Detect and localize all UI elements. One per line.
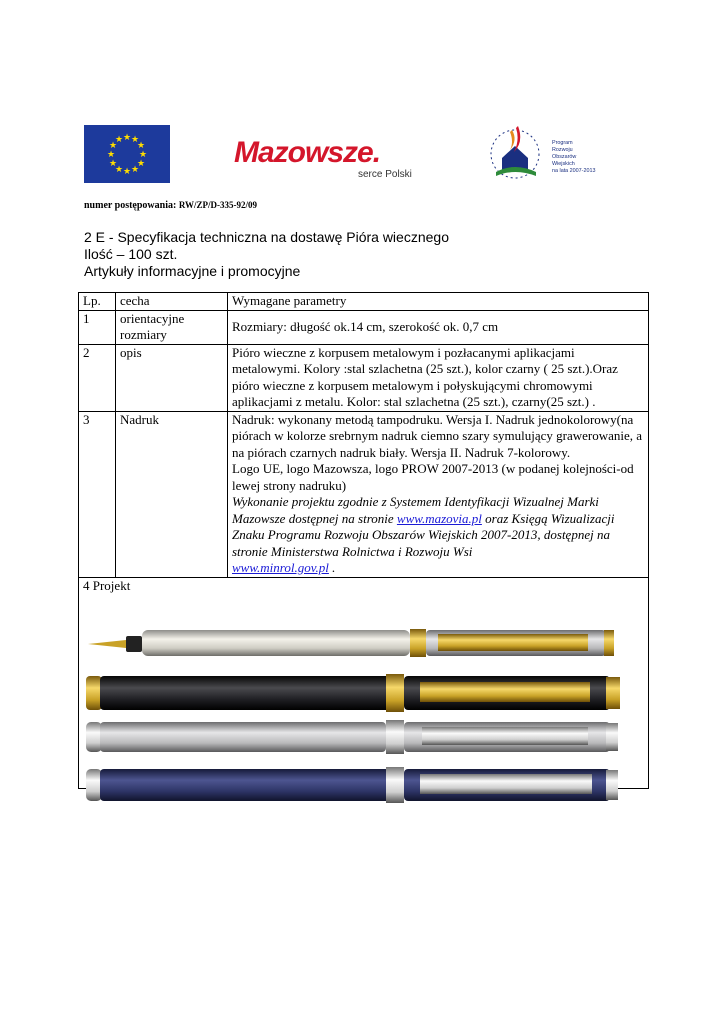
header-params: Wymagane parametry	[228, 293, 649, 311]
pen-end-cap	[604, 630, 614, 656]
pen-clip	[420, 682, 590, 702]
table-row	[79, 411, 649, 577]
table-row	[79, 344, 649, 411]
row3-print-desc: Nadruk: wykonany metodą tampodruku. Wersja I. Nadruk jednokolorowy(na piórach w kolorze srebrnym nadruk ciemno szary symulujący grawerowanie, a na piórach czarnych nadruk biały. Wersja II. Nadruk 7-kolorowy.	[232, 411, 643, 460]
row3-end: .	[332, 560, 336, 575]
svg-text:★: ★	[138, 150, 148, 160]
svg-text:★: ★	[108, 159, 118, 169]
row3-lp: 3	[79, 411, 116, 577]
svg-text:★: ★	[114, 165, 124, 175]
pen-top	[606, 723, 618, 751]
svg-text:★: ★	[114, 135, 124, 145]
category-line: Artykuły informacyjne i promocyjne	[84, 263, 301, 279]
row3-guidelines-a: Wykonanie projektu zgodnie z Systemem Identyfikacji Wizualnej Marki Mazowsze dostępnej na stronie	[232, 494, 599, 526]
header-feature: cecha	[116, 293, 228, 311]
pen-top	[606, 677, 620, 709]
pen-cap-ring	[386, 674, 404, 712]
case-number	[84, 200, 257, 211]
pens-image	[86, 624, 626, 809]
pen-cap-ring	[410, 629, 426, 657]
pen-clip	[420, 774, 592, 794]
row1-value: Rozmiary: długość ok.14 cm, szerokość ok. 0,7 cm	[228, 310, 649, 344]
mazowsze-logo	[234, 138, 424, 182]
pen-steel-gold-open	[88, 629, 614, 657]
pen-end-cap	[86, 722, 102, 752]
row1-lp: 1	[79, 310, 116, 344]
row1-feature-b: rozmiary	[120, 327, 167, 342]
pen-clip	[438, 634, 588, 651]
row3-guidelines-b: oraz Księgą Wizualizacji Znaku Programu Rozwoju Obszarów Wiejskich 2007-2013, dostępnej na stronie Ministerstwa Rolnictwa i Rozwoju Wsi	[232, 510, 615, 559]
pen-navy-chrome	[86, 767, 618, 803]
prow-line-4: Wiejskich	[552, 161, 575, 167]
svg-text:★: ★	[108, 141, 118, 151]
pen-black-gold	[86, 674, 620, 712]
pen-body	[100, 769, 392, 801]
pen-top	[606, 770, 618, 800]
case-number-value: RW/ZP/D-335-92/09	[178, 200, 258, 210]
prow-line-2: Rozwoju	[552, 147, 573, 153]
eu-stars-icon	[84, 125, 170, 183]
pen-body	[100, 722, 386, 752]
svg-text:★: ★	[122, 167, 132, 177]
pen-steel-chrome	[86, 720, 618, 754]
pen-nib	[88, 640, 126, 648]
row2-lp: 2	[79, 344, 116, 411]
prow-line-1: Program	[552, 140, 573, 146]
mazowsze-tagline: serce Polski	[358, 169, 412, 180]
table-row	[79, 310, 649, 344]
quantity-line: Ilość – 100 szt.	[84, 246, 178, 262]
svg-text:★: ★	[122, 133, 132, 143]
prow-logo	[480, 118, 620, 188]
row4-label: 4 Projekt	[83, 577, 131, 593]
row3-feature: Nadruk	[116, 411, 228, 577]
row2-feature: opis	[116, 344, 228, 411]
case-number-label: numer postępowania:	[84, 200, 177, 211]
row1-feature-a: orientacyjne	[120, 310, 185, 326]
minrol-link[interactable]: www.minrol.gov.pl	[232, 560, 329, 575]
svg-text:★: ★	[136, 141, 146, 151]
prow-line-5: na lata 2007-2013	[552, 168, 596, 174]
row3-value	[228, 411, 649, 577]
row3-guidelines	[232, 494, 644, 577]
row2-value: Pióro wieczne z korpusem metalowym i pozłacanymi aplikacjami metalowymi. Kolory :stal szlachetna (25 szt.), kolor czarny ( 25 szt.).Oraz pióro wieczne z korpusem metalowym i połyskującymi chromowymi aplikacjami z metalu. Kolor: stal szlachetna (25 szt.), czarny(25 szt.) .	[228, 344, 649, 411]
doc-title: 2 E - Specyfikacja techniczna na dostawę Pióra wiecznego	[84, 229, 449, 245]
svg-text:★: ★	[130, 165, 140, 175]
pen-body	[100, 676, 394, 710]
svg-text:★: ★	[136, 159, 146, 169]
pen-end-cap	[86, 676, 102, 710]
pen-body	[142, 630, 410, 656]
prow-line-3: Obszarów	[552, 154, 577, 160]
mazovia-link[interactable]: www.mazovia.pl	[396, 510, 482, 526]
svg-text:★: ★	[130, 135, 140, 145]
pen-grip	[126, 636, 142, 652]
table-header-row	[79, 293, 649, 311]
header-lp: Lp.	[79, 293, 116, 311]
pen-cap-ring	[386, 720, 404, 754]
eu-flag-logo	[84, 125, 170, 183]
row3-logo-order: Logo UE, logo Mazowsza, logo PROW 2007-2013 (w podanej kolejności-od lewej strony nadruku)	[232, 461, 634, 493]
mazowsze-wordmark: Mazowsze.	[234, 136, 381, 169]
row1-feature	[116, 310, 228, 344]
pen-end-cap	[86, 769, 102, 801]
svg-text:★: ★	[106, 150, 116, 160]
pen-clip	[422, 727, 588, 745]
prow-emblem-icon	[480, 118, 550, 188]
pen-cap-ring	[386, 767, 404, 803]
